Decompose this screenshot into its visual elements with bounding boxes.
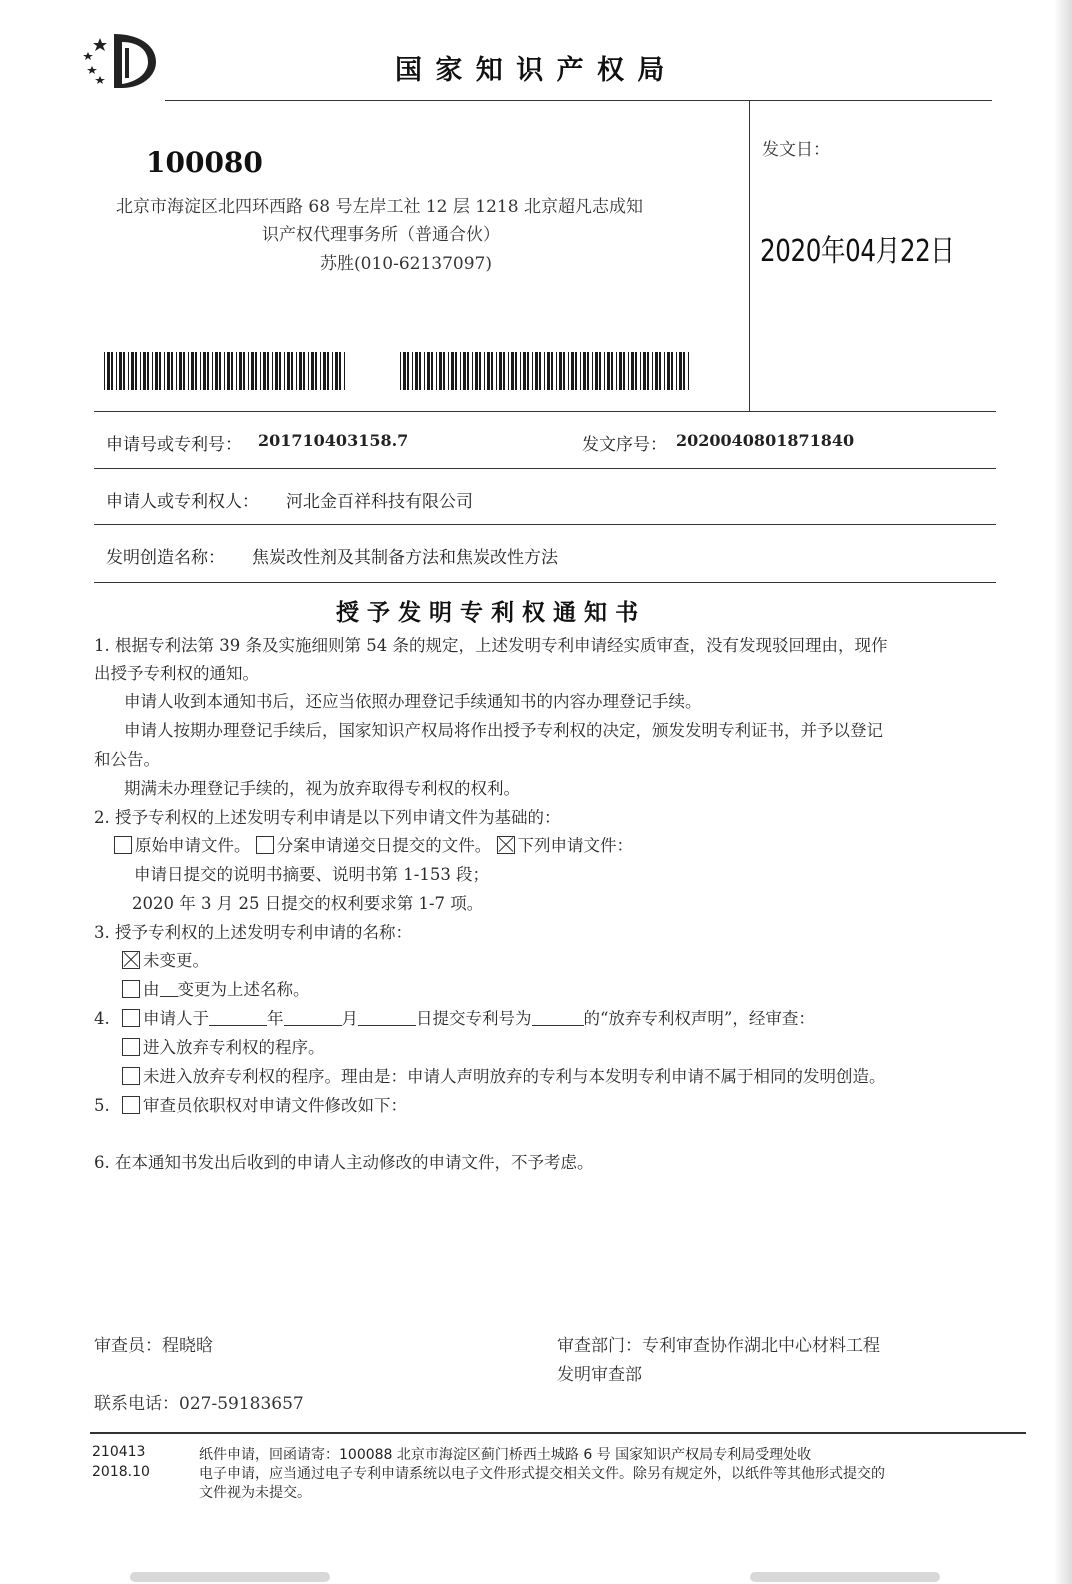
barcode-bar [203, 352, 206, 390]
barcode-bar [227, 352, 230, 390]
rule-2 [94, 468, 996, 469]
phone-value: 027-59183657 [179, 1394, 304, 1414]
barcode-bar [595, 352, 598, 390]
barcode-bar [236, 352, 237, 390]
barcode-bar [520, 352, 521, 390]
examiner [94, 1331, 213, 1356]
checkbox-examiner-amend[interactable] [122, 1096, 140, 1114]
barcode-bar [332, 352, 333, 390]
p3-option-1 [122, 951, 209, 971]
p4-line [94, 1009, 815, 1029]
date-value: 2020年04月22日 [760, 234, 955, 269]
p2-detail-2: 2020 年 3 月 25 日提交的权利要求第 1-7 项。 [132, 894, 484, 913]
applicant-value: 河北金百祥科技有限公司 [286, 492, 473, 512]
barcode-bar [527, 352, 529, 390]
p4-option-1 [122, 1038, 325, 1058]
barcode-bar [231, 352, 233, 390]
footer-note-1: 纸件申请，回函请寄：100088 北京市海淀区蓟门桥西土城路 6 号 国家知识产权局专利局受理处收 [199, 1447, 812, 1463]
cnipa-logo [78, 30, 162, 92]
p4-blank-day [358, 1009, 416, 1026]
barcode-bar [188, 352, 189, 390]
barcode-bar [676, 352, 677, 390]
barcode-bar [419, 352, 421, 390]
barcode-bar [592, 352, 593, 390]
invention-value: 焦炭改性剂及其制备方法和焦炭改性方法 [252, 548, 558, 568]
checkbox-following-docs[interactable] [497, 836, 515, 854]
rule-1 [94, 411, 996, 412]
barcode-bar [568, 352, 569, 390]
barcode-bar [563, 352, 565, 390]
barcode-bar [275, 352, 278, 390]
barcode-bar [303, 352, 305, 390]
barcode-bar [460, 352, 461, 390]
barcode-bar [119, 352, 122, 390]
checkbox-name-unchanged[interactable] [122, 951, 140, 969]
p1-line-3: 申请人收到本通知书后，还应当依照办理登记手续通知书的内容办理登记手续。 [124, 692, 702, 711]
form-code: 210413 [92, 1444, 146, 1460]
barcode-bar [523, 352, 526, 390]
barcode-bar [191, 352, 194, 390]
barcode-bar [207, 352, 209, 390]
barcode-bar [587, 352, 589, 390]
barcode-bar [551, 352, 553, 390]
barcode-bar [479, 352, 481, 390]
barcode-bar [400, 352, 401, 390]
barcode-bar [311, 352, 314, 390]
barcode-bar [635, 352, 637, 390]
barcode-bar [284, 352, 285, 390]
barcode-bar [667, 352, 670, 390]
barcode-bar [532, 352, 533, 390]
barcode-bar [123, 352, 125, 390]
barcode-bar [339, 352, 341, 390]
p2-detail-1: 申请日提交的说明书摘要、说明书第 1-153 段； [134, 865, 490, 884]
barcode-bar [424, 352, 425, 390]
barcode-bar [496, 352, 497, 390]
barcode-bar [131, 352, 134, 390]
barcode-bar [499, 352, 502, 390]
barcode-bar [412, 352, 413, 390]
barcode-bar [164, 352, 165, 390]
checkbox-divisional-docs[interactable] [256, 836, 274, 854]
barcode-bar [195, 352, 197, 390]
barcode-bar [583, 352, 586, 390]
barcode-bar [155, 352, 158, 390]
barcode-bar [487, 352, 490, 390]
barcode-bar [159, 352, 161, 390]
p1-line-1: 1. 根据专利法第 39 条及实施细则第 54 条的规定，上述发明专利申请经实质审查，没有发现驳回理由，现作 [94, 636, 888, 655]
barcode-bar [659, 352, 661, 390]
barcode-bar [455, 352, 457, 390]
barcode-bar [623, 352, 625, 390]
barcode-bar [467, 352, 469, 390]
p2-opt3: 下列申请文件： [517, 836, 633, 855]
p5-text: 审查员依职权对申请文件修改如下： [143, 1096, 407, 1115]
barcode-bar [547, 352, 550, 390]
rule-3 [94, 524, 996, 525]
rule-4 [94, 582, 996, 583]
p4-opt2: 未进入放弃专利权的程序。理由是：申请人声明放弃的专利与本发明专利申请不属于相同的发明创造。 [143, 1067, 886, 1086]
barcode-left [104, 352, 348, 390]
barcode-bar [263, 352, 266, 390]
barcode-bar [683, 352, 685, 390]
footer-rule [90, 1432, 1026, 1434]
p1-line-6: 期满未办理登记手续的，视为放弃取得专利权的权利。 [124, 779, 520, 798]
checkbox-original-docs[interactable] [114, 836, 132, 854]
barcode-bar [575, 352, 577, 390]
barcode-bar [415, 352, 418, 390]
address-line-2: 识产权代理事务所（普通合伙） [262, 225, 500, 245]
examiner-name: 程晓晗 [162, 1336, 213, 1356]
barcode-bar [544, 352, 545, 390]
scroll-indicator-left [130, 1572, 330, 1582]
p2-options [114, 836, 633, 856]
barcode-bar [571, 352, 574, 390]
barcode-bar [111, 352, 113, 390]
barcode-bar [643, 352, 646, 390]
p3-opt2-b: 变更为上述名称。 [177, 980, 310, 999]
p2-opt2: 分案申请递交日提交的文件。 [276, 836, 492, 855]
barcode-bar [179, 352, 182, 390]
app-no-value: 201710403158.7 [258, 431, 409, 450]
serial-label: 发文序号： [582, 435, 667, 455]
barcode-bar [171, 352, 173, 390]
barcode-bar [607, 352, 610, 390]
barcode-bar [128, 352, 129, 390]
barcode-bar [616, 352, 617, 390]
barcode-bar [344, 352, 345, 390]
p5-num: 5. [94, 1096, 110, 1115]
barcode-bar [140, 352, 141, 390]
p5-line [94, 1096, 407, 1116]
agency-title: 国 家 知 识 产 权 局 [395, 55, 667, 86]
barcode-bar [315, 352, 317, 390]
invention-label: 发明创造名称： [106, 548, 225, 568]
barcode-bar [463, 352, 466, 390]
barcode-bar [604, 352, 605, 390]
barcode-bar [508, 352, 509, 390]
serial-value: 2020040801871840 [676, 431, 855, 450]
barcode-bar [431, 352, 433, 390]
p1-line-4: 申请人按期办理登记手续后，国家知识产权局将作出授予专利权的决定，颁发发明专利证书，并予以登记 [124, 721, 883, 740]
page-edge-shadow [1054, 0, 1072, 1584]
barcode-bar [320, 352, 321, 390]
scroll-indicator-right [750, 1572, 940, 1582]
applicant-label: 申请人或专利权人： [106, 492, 259, 512]
barcode-bar [215, 352, 218, 390]
phone [94, 1389, 304, 1414]
barcode-bar [291, 352, 293, 390]
p4-num: 4. [94, 1009, 110, 1028]
barcode-bar [308, 352, 309, 390]
barcode-bar [200, 352, 201, 390]
barcode-bar [323, 352, 326, 390]
app-no-label: 申请号或专利号： [106, 435, 242, 455]
p4-blank-year [209, 1009, 267, 1026]
barcode-bar [611, 352, 613, 390]
barcode-bar [219, 352, 221, 390]
p4-d: 日提交专利号为 [416, 1009, 532, 1028]
barcode-bar [296, 352, 297, 390]
barcode-bar [556, 352, 557, 390]
p3-blank [160, 980, 178, 997]
barcode-bar [491, 352, 493, 390]
barcode-bar [327, 352, 329, 390]
barcode-bar [539, 352, 541, 390]
checkbox-not-enter-waiver[interactable] [122, 1067, 140, 1085]
postcode: 100080 [146, 146, 263, 179]
date-label: 发文日： [762, 140, 830, 160]
barcode-bar [443, 352, 445, 390]
barcode-bar [439, 352, 442, 390]
barcode-bar [147, 352, 149, 390]
barcode-bar [511, 352, 514, 390]
barcode-bar [655, 352, 658, 390]
barcode-bar [260, 352, 261, 390]
barcode-bar [631, 352, 634, 390]
address-line-3: 苏胜(010-62137097) [320, 254, 492, 274]
p4-e: 的“放弃专利权声明”，经审查： [583, 1009, 815, 1028]
barcode-bar [472, 352, 473, 390]
p3-option-2 [122, 980, 310, 1000]
notice-title: 授 予 发 明 专 利 权 通 知 书 [336, 600, 639, 626]
barcode-bar [503, 352, 505, 390]
barcode-right [400, 352, 692, 390]
barcode-bar [407, 352, 409, 390]
barcode-bar [143, 352, 146, 390]
barcode-bar [640, 352, 641, 390]
barcode-bar [224, 352, 225, 390]
barcode-bar [671, 352, 673, 390]
dept [557, 1331, 880, 1356]
barcode-bar [652, 352, 653, 390]
p3-heading: 3. 授予专利权的上述发明专利申请的名称： [94, 923, 412, 942]
p1-line-2: 出授予专利权的通知。 [94, 664, 259, 683]
barcode-bar [403, 352, 406, 390]
p4-opt1: 进入放弃专利权的程序。 [143, 1038, 325, 1057]
barcode-bar [104, 352, 105, 390]
barcode-bar [484, 352, 485, 390]
p1-line-5: 和公告。 [94, 750, 160, 769]
p6-line: 6. 在本通知书发出后收到的申请人主动修改的申请文件，不予考虑。 [94, 1153, 594, 1172]
barcode-bar [427, 352, 430, 390]
barcode-bar [535, 352, 538, 390]
barcode-bar [287, 352, 290, 390]
p3-opt2-a: 由 [143, 980, 160, 999]
barcode-bar [515, 352, 517, 390]
barcode-bar [176, 352, 177, 390]
barcode-bar [448, 352, 449, 390]
p4-option-2 [122, 1067, 886, 1087]
barcode-bar [628, 352, 629, 390]
barcode-bar [664, 352, 665, 390]
barcode-bar [212, 352, 213, 390]
barcode-bar [436, 352, 437, 390]
barcode-bar [272, 352, 273, 390]
barcode-bar [243, 352, 245, 390]
barcode-bar [107, 352, 110, 390]
p4-blank-month [284, 1009, 342, 1026]
barcode-bar [279, 352, 281, 390]
barcode-bar [152, 352, 153, 390]
footer-note-3: 文件视为未提交。 [199, 1485, 311, 1501]
p4-blank-patent [532, 1009, 584, 1026]
phone-label: 联系电话： [94, 1394, 179, 1414]
dept-line-2: 发明审查部 [557, 1365, 642, 1385]
barcode-bar [580, 352, 581, 390]
header-rule [165, 100, 992, 101]
barcode-bar [619, 352, 622, 390]
checkbox-enter-waiver[interactable] [122, 1038, 140, 1056]
barcode-bar [599, 352, 601, 390]
dept-label: 审查部门： [557, 1336, 642, 1356]
barcode-bar [451, 352, 454, 390]
p4-a: 申请人于 [143, 1009, 209, 1028]
p2-heading: 2. 授予专利权的上述发明专利申请是以下列申请文件为基础的： [94, 808, 561, 827]
checkbox-name-changed[interactable] [122, 980, 140, 998]
barcode-bar [335, 352, 338, 390]
barcode-bar [183, 352, 185, 390]
barcode-bar [251, 352, 254, 390]
barcode-bar [135, 352, 137, 390]
p2-opt1: 原始申请文件。 [135, 836, 251, 855]
barcode-bar [647, 352, 649, 390]
barcode-bar [167, 352, 170, 390]
p4-b: 年 [267, 1009, 284, 1028]
barcode-bar [299, 352, 302, 390]
date-column-divider [749, 100, 750, 411]
dept-line-1: 专利审查协作湖北中心材料工程 [642, 1336, 880, 1356]
p4-c: 月 [341, 1009, 358, 1028]
address-line-1: 北京市海淀区北四环西路 68 号左岸工社 12 层 1218 北京超凡志成知 [116, 197, 643, 217]
checkbox-waiver[interactable] [122, 1009, 140, 1027]
p3-opt1: 未变更。 [143, 951, 209, 970]
barcode-bar [255, 352, 257, 390]
barcode-bar [239, 352, 242, 390]
barcode-bar [559, 352, 562, 390]
barcode-bar [248, 352, 249, 390]
barcode-bar [116, 352, 117, 390]
form-version: 2018.10 [92, 1464, 150, 1480]
barcode-bar [688, 352, 689, 390]
cnipa-logo-icon [78, 30, 162, 92]
barcode-bar [267, 352, 269, 390]
barcode-bar [475, 352, 478, 390]
footer-note-2: 电子申请，应当通过电子专利申请系统以电子文件形式提交相关文件。除另有规定外，以纸件等其他形式提交的 [199, 1466, 885, 1482]
examiner-label: 审查员： [94, 1336, 162, 1356]
barcode-bar [679, 352, 682, 390]
